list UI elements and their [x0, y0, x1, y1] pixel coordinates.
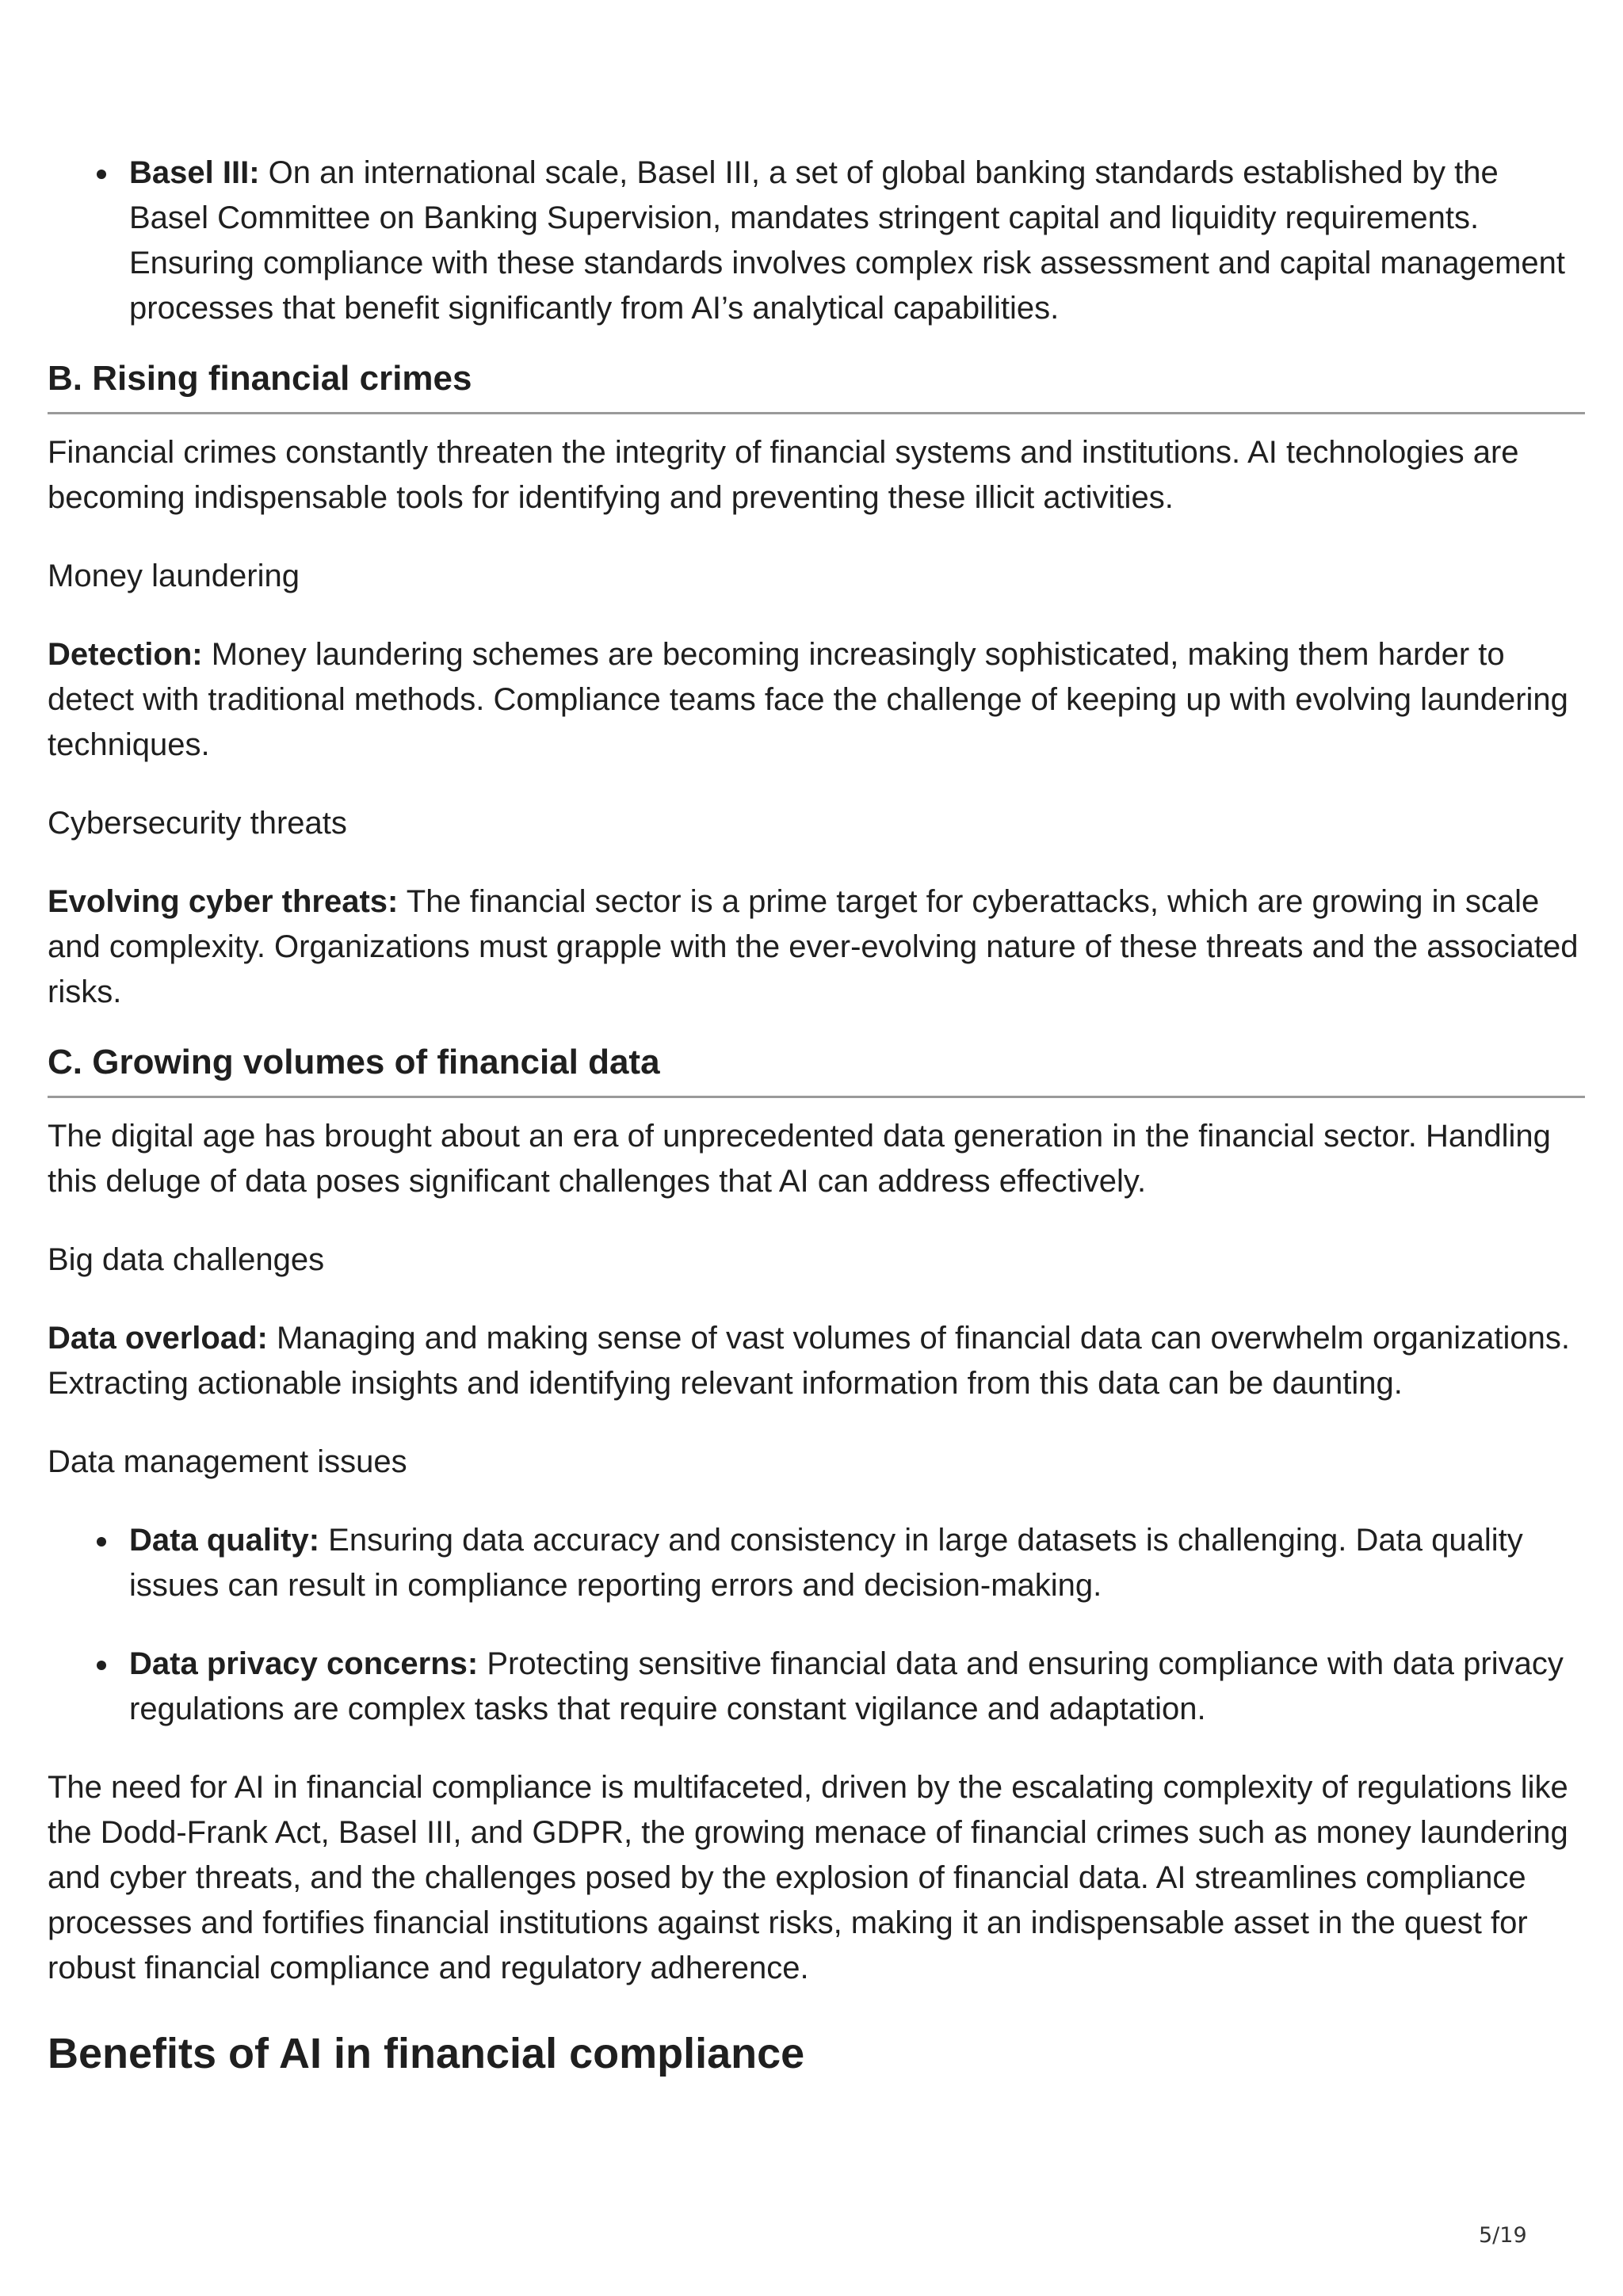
heading-benefits: Benefits of AI in financial compliance: [48, 2030, 805, 2077]
basel-list: [48, 151, 1585, 331]
paragraph-data-overload: [48, 1316, 1585, 1406]
conclusion-paragraph: The need for AI in financial compliance is multifaceted, driven by the escalating complexity of regulations like the Dodd-Frank Act, Basel III, and GDPR, the growing menace of financial crimes such as money laundering and cyber threats, and the challenges posed by the explosion of financial data. AI streamlines compliance processes and fortifies financial institutions against risks, making it an indispensable asset in the quest for robust financial compliance and regulatory adherence.: [48, 1770, 1568, 1985]
privacy-lead: Data privacy concerns:: [129, 1646, 479, 1681]
heading-growing-volumes: C. Growing volumes of financial data: [48, 1039, 1585, 1098]
cyber-text: The financial sector is a prime target for cyberattacks, which are growing in scale and complexity. Organizations must grapple with the ever-evolving nature of these threats and the associated risks.: [48, 884, 1579, 1009]
list-item-basel: [48, 151, 1585, 331]
page-number: 5/19: [1479, 2223, 1527, 2248]
subheading-data-management-issues: Data management issues: [48, 1444, 407, 1479]
basel-text: On an international scale, Basel III, a set of global banking standards established by the Basel Committee on Banking Supervision, mandates stringent capital and liquidity requirements. Ensuring compliance with these standards involves complex risk assessment and capital management processes that benefit significantly from AI’s analytical capabilities.: [129, 155, 1566, 326]
detection-text: Money laundering schemes are becoming increasingly sophisticated, making them harder to detect with traditional methods. Compliance teams face the challenge of keeping up with evolving laundering techniques.: [48, 637, 1568, 762]
heading-rising-financial-crimes: B. Rising financial crimes: [48, 355, 1585, 414]
document-page: [48, 151, 1585, 2080]
section-c-intro: The digital age has brought about an era of unprecedented data generation in the financial sector. Handling this deluge of data poses significant challenges that AI can address effectively.: [48, 1119, 1551, 1199]
quality-text: Ensuring data accuracy and consistency in large datasets is challenging. Data quality issues can result in compliance reporting errors and decision-making.: [129, 1523, 1523, 1603]
overload-text: Managing and making sense of vast volumes of financial data can overwhelm organizations. Extracting actionable insights and identifying relevant information from this data can be daunting.: [48, 1321, 1571, 1401]
list-item-data-privacy: [48, 1642, 1585, 1732]
data-management-list: [48, 1518, 1585, 1732]
section-b-intro: Financial crimes constantly threaten the integrity of financial systems and institutions. AI technologies are becoming indispensable tools for identifying and preventing these illicit activities.: [48, 435, 1519, 515]
subheading-big-data-challenges: Big data challenges: [48, 1242, 325, 1277]
overload-lead: Data overload:: [48, 1321, 268, 1356]
cyber-lead: Evolving cyber threats:: [48, 884, 399, 919]
paragraph-cyber-threats: [48, 879, 1585, 1015]
subheading-cybersecurity-threats: Cybersecurity threats: [48, 806, 347, 841]
basel-lead: Basel III:: [129, 155, 260, 190]
paragraph-detection: [48, 632, 1585, 768]
privacy-text: Protecting sensitive financial data and ensuring compliance with data privacy regulations are complex tasks that require constant vigilance and adaptation.: [129, 1646, 1564, 1726]
subheading-money-laundering: Money laundering: [48, 559, 300, 593]
quality-lead: Data quality:: [129, 1523, 320, 1558]
detection-lead: Detection:: [48, 637, 203, 672]
list-item-data-quality: [48, 1518, 1585, 1608]
